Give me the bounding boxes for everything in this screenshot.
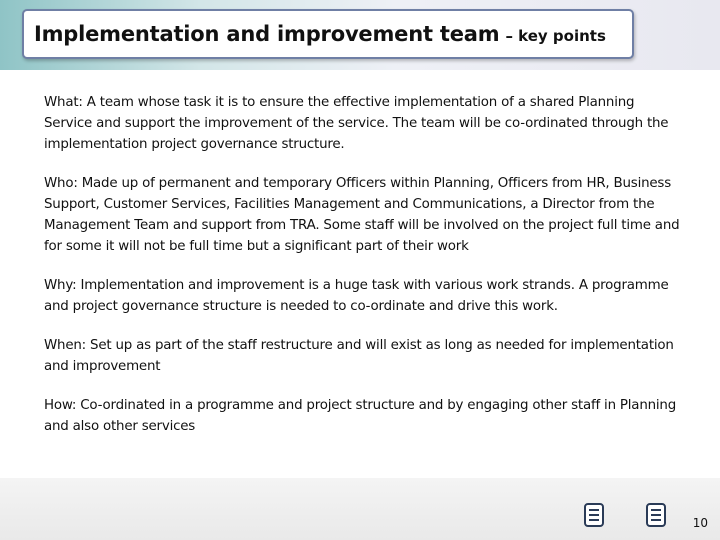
- section-how: [44, 395, 684, 437]
- page-number: 10: [692, 516, 708, 530]
- section-label: When:: [44, 338, 86, 353]
- section-text: Made up of permanent and temporary Officers within Planning, Officers from HR, Business Support, Customer Services, Facilities Management and Communications, a Director from the Management Team and support from TRA. Some staff will be involved on the project full time and for some it will not be full time but a significant part of their work: [44, 176, 680, 254]
- document-list-icon: [646, 503, 666, 527]
- section-label: Who:: [44, 176, 78, 191]
- section-text: Set up as part of the staff restructure and will exist as long as needed for implementation and improvement: [44, 338, 674, 374]
- slide-title: Implementation and improvement team: [34, 22, 500, 46]
- section-text: A team whose task it is to ensure the effective implementation of a shared Planning Service and support the improvement of the service. The team will be co-ordinated through the implementation project governance structure.: [44, 95, 669, 152]
- section-what: [44, 92, 684, 155]
- section-label: Why:: [44, 278, 77, 293]
- section-label: How:: [44, 398, 77, 413]
- section-when: [44, 335, 684, 377]
- section-why: [44, 275, 684, 317]
- content-area: [44, 92, 684, 437]
- title-box: [22, 9, 634, 59]
- section-label: What:: [44, 95, 83, 110]
- section-who: [44, 173, 684, 257]
- section-text: Implementation and improvement is a huge task with various work strands. A programme and project governance structure is needed to co-ordinate and drive this work.: [44, 278, 669, 314]
- section-text: Co-ordinated in a programme and project structure and by engaging other staff in Planning and also other services: [44, 398, 676, 434]
- slide-subtitle: – key points: [505, 27, 606, 45]
- document-link-2[interactable]: [594, 497, 666, 533]
